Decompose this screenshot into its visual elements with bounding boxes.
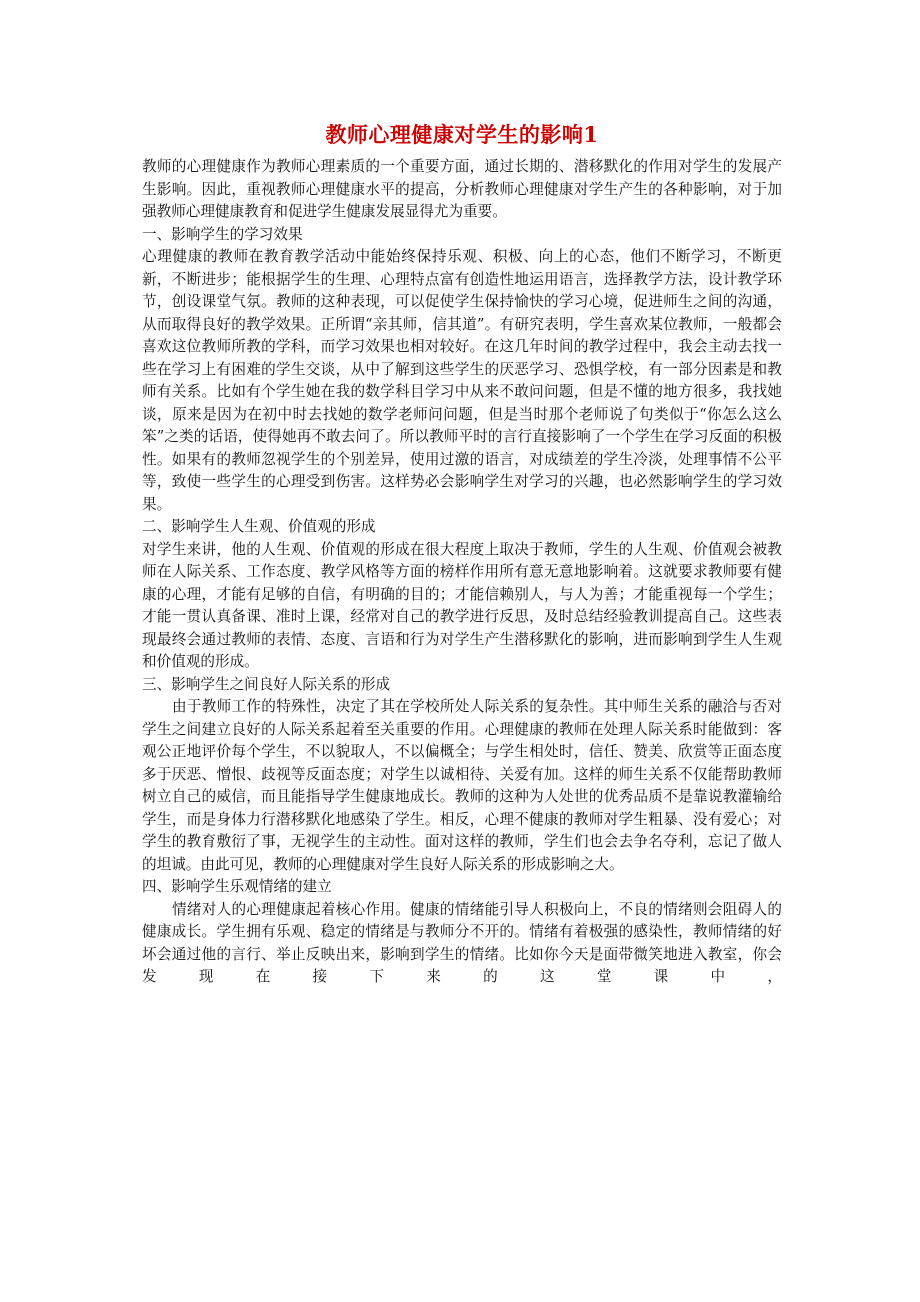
section-body: 情绪对人的心理健康起着核心作用。健康的情绪能引导人积极向上，不良的情绪则会阻碍人的健康成长。学生拥有乐观、稳定的情绪是与教师分不开的。情绪有着极强的感染性，教师情绪的好坏会通过他的言行、举止反映出来，影响到学生的情绪。比如你今天是面带微笑地进入教室，你会发现在接下来的这堂课中， bbox=[142, 900, 782, 985]
section-body: 对学生来讲，他的人生观、价值观的形成在很大程度上取决于教师，学生的人生观、价值观会被教师在人际关系、工作态度、教学风格等方面的榜样作用所有意无意地影响着。这就要求教师要有健康的心理，才能有足够的自信，有明确的目的；才能信赖别人，与人为善；才能重视每一个学生；才能一贯认真备课、准时上课，经常对自己的教学进行反思，及时总结经验教训提高自己。这些表现最终会通过教师的表情、态度、言语和行为对学生产生潜移默化的影响，进而影响到学生人生观和价值观的形成。 bbox=[142, 540, 782, 670]
section-2 bbox=[142, 516, 782, 674]
section-heading: 三、影响学生之间良好人际关系的形成 bbox=[142, 675, 391, 693]
document-title: 教师心理健康对学生的影响1 bbox=[325, 122, 599, 147]
section-heading: 一、影响学生的学习效果 bbox=[142, 225, 303, 243]
section-4 bbox=[142, 876, 782, 989]
section-1 bbox=[142, 224, 782, 517]
section-heading: 四、影响学生乐观情绪的建立 bbox=[142, 878, 332, 895]
section-body: 心理健康的教师在教育教学活动中能始终保持乐观、积极、向上的心态，他们不断学习，不断更新，不断进步；能根据学生的生理、心理特点富有创造性地运用语言，选择教学方法，设计教学环节，创设课堂气氛。教师的这种表现，可以促使学生保持愉快的学习心境，促进师生之间的沟通，从而取得良好的教学效果。正所谓“亲其师，信其道”。有研究表明，学生喜欢某位教师，一般都会喜欢这位教师所教的学科，而学习效果也相对较好。在这几年时间的教学过程中，我会主动去找一些在学习上有困难的学生交谈，从中了解到这些学生的厌恶学习、恐惧学校，有一部分因素是和教师有关系。比如有个学生她在我的数学科目学习中从来不敢问问题，但是不懂的地方很多，我找她谈，原来是因为在初中时去找她的数学老师问问题，但是当时那个老师说了句类似于“你怎么这么笨”之类的话语，使得她再不敢去问了。所以教师平时的言行直接影响了一个学生在学习反面的积极性。如果有的教师忽视学生的个别差异，使用过激的语言，对成绩差的学生冷淡，处理事情不公平等，致使一些学生的心理受到伤害。这样势必会影响学生对学习的兴趣，也必然影响学生的学习效果。 bbox=[142, 248, 782, 513]
section-heading: 二、影响学生人生观、价值观的形成 bbox=[142, 518, 376, 535]
section-3 bbox=[142, 674, 782, 877]
section-body: 由于教师工作的特殊性，决定了其在学校所处人际关系的复杂性。其中师生关系的融洽与否对学生之间建立良好的人际关系起着至关重要的作用。心理健康的教师在处理人际关系时能做到：客观公正地评价每个学生，不以貌取人，不以偏概全；与学生相处时，信任、赞美、欣赏等正面态度多于厌恶、憎恨、歧视等反面态度；对学生以诚相待、关爱有加。这样的师生关系不仅能帮助教师树立自己的威信，而且能指导学生健康地成长。教师的这种为人处世的优秀品质不是靠说教灌输给学生，而是身体力行潜移默化地感染了学生。相反，心理不健康的教师对学生粗暴、没有爱心；对学生的教育敷衍了事，无视学生的主动性。面对这样的教师，学生们也会去争名夺利，忘记了做人的坦诚。由此可见，教师的心理健康对学生良好人际关系的形成影响之大。 bbox=[142, 698, 782, 873]
intro-paragraph: 教师的心理健康作为教师心理素质的一个重要方面，通过长期的、潜移默化的作用对学生的发展产生影响。因此，重视教师心理健康水平的提高，分析教师心理健康对学生产生的各种影响，对于加强教师心理健康教育和促进学生健康发展显得尤为重要。 bbox=[142, 158, 782, 220]
document-page bbox=[142, 118, 782, 989]
